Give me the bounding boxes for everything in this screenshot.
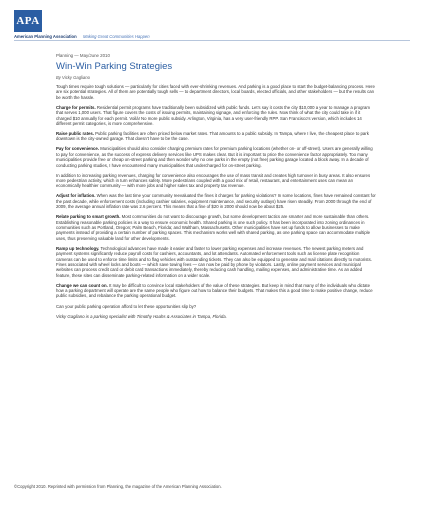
byline: By Vicky Gagliano bbox=[56, 75, 90, 80]
issue-line: Planning — May/June 2010 bbox=[56, 53, 110, 58]
article-title: Win-Win Parking Strategies bbox=[56, 61, 173, 72]
paragraph: Relate parking to smart growth. Most communities do not want to discourage growth, but some development tactics are smarter and more sustainable than others. Establishing reasonable parking policies is a way to ensure economic health. Shared parking is one such policy. It has been incorporated into zoning ordinances in communities such as Portland, Oregon; Palm Beach, Florida; and Waltham, Massachusetts. Other municipalities have set up funds to allow businesses to make payments instead of providing a certain number of parking spaces. This mechanism works well with shared parking, as one parking space can accommodate multiple uses, thus preserving valuable land for other developments. bbox=[56, 214, 370, 241]
paragraph: In addition to increasing parking revenues, charging for convenience also encourages the use of mass transit and creates high turnover in busy areas. It also ensures more pedestrian activity, which in turn enhances safety. More pedestrians coupled with a good mix of retail, restaurant, and entertainment uses can mean an economically healthier community — with more jobs and higher sales tax and property tax revenue. bbox=[56, 172, 371, 189]
paragraph: Pay for convenience. Municipalities should also consider charging premium rates for premium parking locations (whether on- or off-street). Users are generally willing to pay for convenience, as the success of express delivery services like UPS makes clear. But it is important to price the convenience factor appropriately. Too many municipalities provide free or cheap on-street parking and then wonder why no one parks in the empty (not free) parking garage located a block away. In a decade of conducting parking studies, I have encountered many municipalities that undercharged for on-street parking. bbox=[56, 146, 373, 168]
paragraph: Ramp up technology. Technological advances have made it easier and faster to lower parking expenses and increase revenues. The newest parking meters and payment systems significantly reduce payroll costs for cashiers, accountants, and lot attendants. Automated enforcement tools such as license plate recognition cameras can be used to enforce time limits and to flag vehicles with outstanding tickets. They can also be equipped to generate and mail citations directly to motorists. Fines associated with wheel locks and boots — which save towing fees — can now be paid by phone by violators. Lastly, online payment services and municipal websites can process credit card or debit card transactions immediately, thereby reducing cash handling, mailing expenses, and administrative time. As an added feature, these sites can disseminate parking-related information on a wider scale. bbox=[56, 245, 372, 278]
paragraph: Raise public rates. Public parking facilities are often priced below market rates. That amounts to a public subsidy. In Tampa, where I live, the cheapest place to park downtown is the city-owned garage. That doesn't have to be the case. bbox=[56, 131, 369, 142]
header-divider bbox=[14, 40, 410, 41]
author-bio: Vicky Gagliano is a parking specialist with Timothy Haahs & Associates in Tampa, Florida. bbox=[56, 313, 227, 319]
paragraph: Change we can count on. It may be difficult to convince local stakeholders of the value of these strategies. But keep in mind that many of the individuals who dictate how a parking department will operate are the same people who figure out how to balance their budgets. That makes this a good time to make positive change, reduce public subsidies, and rebalance the parking operational budget. bbox=[56, 282, 373, 299]
paragraph: Tough times require tough solutions — particularly for cities faced with ever-shrinking revenues. And parking is a good place to start the budget-balancing process. Here are six potential strategies. All of them are potentially tough sells — to department directors, local boards, elected officials, and other stakeholders — but the results can be worth the hassle. bbox=[56, 84, 375, 100]
article-body bbox=[56, 84, 376, 324]
paragraph: Can your public parking operation afford to let these opportunities slip by? bbox=[56, 303, 197, 309]
org-name: American Planning Association bbox=[14, 34, 77, 39]
copyright-footer: ©Copyright 2010. Reprinted with permission from Planning, the magazine of the American Planning Association. bbox=[14, 484, 222, 489]
tagline: Making Great Communities Happen bbox=[83, 34, 150, 39]
paragraph: Adjust for inflation. When was the last time your community reevaluated the fines it charges for parking violations? In some locations, fines have remained constant for the past decade, while enforcement costs (including cashier salaries, equipment maintenance, and security outlays) have risen steadily. From 2000 through the end of 2009, the average annual inflation rate was 2.6 percent. This means that a fine of $20 in 2000 should now be about $25. bbox=[56, 193, 376, 210]
paragraph: Charge for permits. Residential permit programs have traditionally been subsidized with public funds. Let's say it costs the city $10,000 a year to manage a program that serves 1,000 users. That figure covers the costs of issuing permits, maintaining signage, and enforcing the rules. Now think of what the city could take in if it charged $10 annually for each permit. Voilà! No more public subsidy. Arlington, Virginia, has a very user-friendly RPP. San Francisco's version, which includes 14 different permit categories, is more comprehensive. bbox=[56, 104, 370, 126]
header bbox=[0, 0, 424, 50]
apa-logo: APA bbox=[14, 10, 42, 32]
